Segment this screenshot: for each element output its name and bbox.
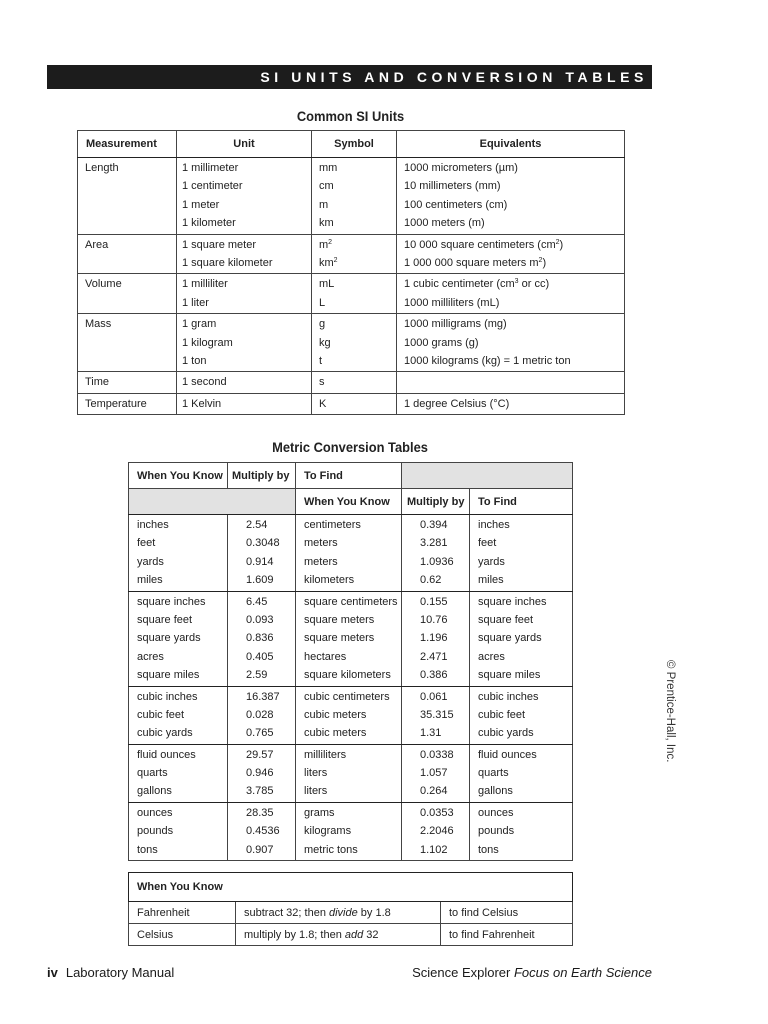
to-find-cell: liters [304,785,328,798]
page-number: iv [47,965,58,980]
to-find-cell: meters [304,555,338,568]
to-find-cell: metric tons [304,843,358,856]
si-row-time [78,372,625,393]
to-find-cell: hectares [304,650,347,663]
symbol-cell: kg [319,336,331,349]
when-you-know-cell: fluid ounces [137,748,196,761]
when-you-know-cell: quarts [137,767,168,780]
equivalent-cell: 1000 grams (g) [404,336,479,349]
when-you-know-cell: gallons [137,785,172,798]
multiply-by-cell: 35.315 [420,708,454,721]
unit-cell: 1 kilogram [182,336,233,349]
to-find-cell: fluid ounces [478,748,537,761]
to-find-cell: kilograms [304,825,352,838]
si-header-row [78,131,625,158]
equivalent-cell: 1000 kilograms (kg) = 1 metric ton [404,354,571,367]
when-you-know-cell: square yards [137,632,201,645]
when-you-know-cell: square inches [137,595,206,608]
multiply-by-cell: 0.155 [420,595,448,608]
to-find-cell: square inches [478,595,547,608]
measurement-label: Temperature [85,397,147,410]
equivalent-cell: 10 millimeters (mm) [404,180,501,193]
to-find-cell: tons [478,843,499,856]
multiply-by-cell: 0.394 [420,519,448,531]
multiply-by-cell: 0.061 [420,690,448,703]
equivalent-cell: 1 cubic centimeter ($cm^3$ or cc) [404,278,550,291]
when-you-know-cell: square miles [137,669,200,682]
header-when-you-know: When You Know [129,873,573,902]
unit-cell: 1 kilometer [182,217,236,230]
to-find-cell: grams [304,806,335,819]
multiply-by-cell: 0.386 [420,669,448,682]
multiply-by-cell: 1.102 [420,843,448,856]
multiply-by-cell: 0.4536 [246,825,280,838]
copyright-notice: © Prentice-Hall, Inc. [664,660,676,763]
to-find-cell: quarts [478,767,509,780]
unit-cell: 1 square meter [182,238,256,251]
multiply-by-cell: 2.54 [246,519,268,531]
equivalent-cell: 1000 meters (m) [404,217,485,230]
temp-result: to find Celsius [441,902,573,924]
to-find-cell: centimeters [304,519,361,531]
when-you-know-cell: pounds [137,825,174,838]
multiply-by-cell: 10.76 [420,613,448,626]
multiply-by-cell: 1.609 [246,574,274,587]
multiply-by-cell: 1.31 [420,727,442,740]
when-you-know-cell: cubic inches [137,690,198,703]
multiply-by-cell: 1.0936 [420,555,454,568]
to-find-cell: ounces [478,806,514,819]
temp-operation: subtract 32; then divide by 1.8 [236,902,441,924]
header-multiply-by: Multiply by [228,463,296,489]
to-find-cell: liters [304,767,328,780]
unit-cell: 1 centimeter [182,180,243,193]
when-you-know-cell: miles [137,574,163,587]
symbol-cell: K [319,397,327,410]
symbol-cell: $m^2$ [319,238,333,251]
when-you-know-cell: ounces [137,806,173,819]
temp-label: Celsius [129,924,236,946]
section-banner: SI UNITS AND CONVERSION TABLES [47,65,652,89]
header-multiply-by: Multiply by [402,489,470,515]
symbol-cell: $km^2$ [319,256,338,269]
equivalent-cell: 1 000 000 square meters $m^2$) [404,256,547,269]
to-find-cell: pounds [478,825,515,838]
when-you-know-cell: inches [137,519,169,531]
temp-header-row [129,873,573,902]
si-units-table [77,130,625,415]
header-measurement: Measurement [78,131,177,158]
metric-group-row [129,591,573,686]
footer-right [412,965,652,980]
symbol-cell: L [319,296,326,309]
temp-label: Fahrenheit [129,902,236,924]
multiply-by-cell: 1.057 [420,767,448,780]
metric-group-row [129,802,573,860]
header-unit: Unit [177,131,312,158]
multiply-by-cell: 28.35 [246,806,274,819]
footer-left [47,965,174,980]
to-find-cell: square miles [478,669,541,682]
header-blank-shaded [129,489,296,515]
to-find-cell: cubic feet [478,708,526,721]
to-find-cell: acres [478,650,505,663]
temp-operation: multiply by 1.8; then add 32 [236,924,441,946]
multiply-by-cell: 29.57 [246,748,274,761]
unit-cell: 1 Kelvin [182,397,222,410]
equivalent-cell: 1 degree Celsius (°C) [404,397,510,410]
symbol-cell: km [319,217,334,230]
si-units-title: Common SI Units [296,108,405,124]
unit-cell: 1 square kilometer [182,256,273,269]
symbol-cell: cm [319,180,334,193]
to-find-cell: meters [304,537,338,550]
to-find-cell: square kilometers [304,669,391,682]
multiply-by-cell: 0.093 [246,613,274,626]
to-find-cell: cubic meters [304,727,367,740]
temp-row-celsius [129,924,573,946]
equivalent-cell: 100 centimeters (cm) [404,198,508,211]
to-find-cell: cubic yards [478,727,534,740]
multiply-by-cell: 0.264 [420,785,448,798]
multiply-by-cell: 0.907 [246,843,274,856]
to-find-cell: milliliters [304,748,347,761]
header-blank-shaded [402,463,573,489]
unit-cell: 1 second [182,376,227,389]
si-row-mass [78,314,625,372]
when-you-know-cell: acres [137,650,164,663]
when-you-know-cell: cubic feet [137,708,185,721]
metric-group-row [129,744,573,802]
measurement-label: Length [85,162,119,174]
header-to-find: To Find [296,463,402,489]
si-row-temperature [78,393,625,414]
to-find-cell: inches [478,519,510,531]
multiply-by-cell: 2.471 [420,650,448,663]
to-find-cell: cubic inches [478,690,539,703]
to-find-cell: miles [478,574,504,587]
multiply-by-cell: 0.836 [246,632,274,645]
multiply-by-cell: 0.62 [420,574,442,587]
multiply-by-cell: 0.946 [246,767,274,780]
equivalent-cell: 1000 micrometers (µm) [404,162,518,174]
symbol-cell: mL [319,278,335,291]
equivalent-cell: 1000 milligrams (mg) [404,318,507,331]
to-find-cell: square centimeters [304,595,398,608]
to-find-cell: cubic centimeters [304,690,390,703]
when-you-know-cell: feet [137,537,156,550]
equivalent-cell: 10 000 square centimeters $(cm^2)$ [404,238,564,251]
multiply-by-cell: 0.914 [246,555,274,568]
multiply-by-cell: 16.387 [246,690,280,703]
measurement-label: Volume [85,278,122,291]
metric-conversion-table [128,462,573,861]
to-find-cell: square meters [304,613,375,626]
to-find-cell: kilometers [304,574,355,587]
measurement-label: Mass [85,318,112,331]
when-you-know-cell: tons [137,843,158,856]
si-row-volume [78,274,625,314]
symbol-cell: mm [319,162,338,174]
metric-group-row [129,686,573,744]
unit-cell: 1 milliliter [182,278,228,291]
multiply-by-cell: 0.405 [246,650,274,663]
measurement-label: Time [85,376,110,389]
si-row-area [78,234,625,274]
to-find-cell: gallons [478,785,513,798]
unit-cell: 1 meter [182,198,220,211]
to-find-cell: yards [478,555,505,568]
multiply-by-cell: 2.2046 [420,825,454,838]
metric-header-row-1 [129,463,573,489]
temperature-conversion-table [128,872,573,946]
header-equivalents: Equivalents [397,131,625,158]
multiply-by-cell: 3.281 [420,537,448,550]
footer-series: Science Explorer [412,965,514,980]
metric-group-row [129,515,573,592]
multiply-by-cell: 0.765 [246,727,274,740]
equivalent-cell: 1000 milliliters (mL) [404,296,500,309]
multiply-by-cell: 1.196 [420,632,448,645]
unit-cell: 1 gram [182,318,217,331]
symbol-cell: m [319,198,329,211]
footer-manual-title: Laboratory Manual [65,965,175,980]
measurement-label: Area [85,238,109,251]
multiply-by-cell: 6.45 [246,595,268,608]
header-when-you-know: When You Know [296,489,402,515]
footer-book-title: Focus on Earth Science [513,965,652,980]
to-find-cell: feet [478,537,497,550]
multiply-by-cell: 3.785 [246,785,274,798]
header-to-find: To Find [470,489,573,515]
si-row-length [78,158,625,235]
header-when-you-know: When You Know [129,463,228,489]
multiply-by-cell: 0.0338 [420,748,454,761]
metric-header-row-2 [129,489,573,515]
multiply-by-cell: 0.3048 [246,537,280,550]
unit-cell: 1 liter [182,296,209,309]
when-you-know-cell: square feet [137,613,193,626]
metric-conversion-title: Metric Conversion Tables [272,439,428,455]
when-you-know-cell: yards [137,555,164,568]
multiply-by-cell: 2.59 [246,669,268,682]
symbol-cell: g [319,318,326,331]
equivalent-cell [404,373,618,391]
when-you-know-cell: cubic yards [137,727,193,740]
multiply-by-cell: 0.0353 [420,806,454,819]
unit-cell: 1 ton [182,354,207,367]
temp-result: to find Fahrenheit [441,924,573,946]
symbol-cell: t [319,354,323,367]
symbol-cell: s [319,376,325,389]
header-symbol: Symbol [312,131,397,158]
to-find-cell: cubic meters [304,708,367,721]
unit-cell: 1 millimeter [182,162,239,174]
temp-row-fahrenheit [129,902,573,924]
to-find-cell: square feet [478,613,534,626]
multiply-by-cell: 0.028 [246,708,274,721]
to-find-cell: square meters [304,632,375,645]
to-find-cell: square yards [478,632,542,645]
